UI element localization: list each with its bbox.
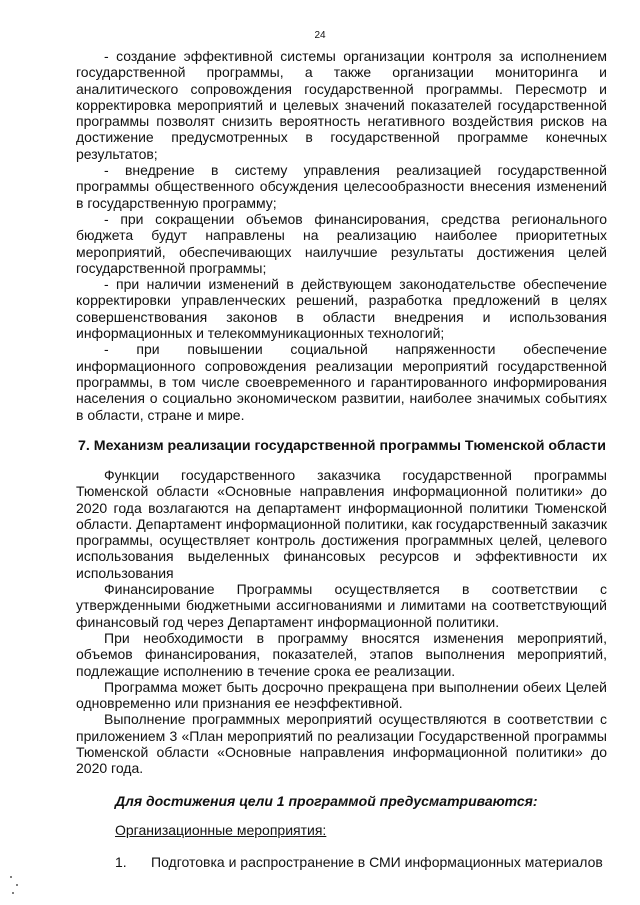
section-paragraph: Финансирование Программы осуществляется в соответствии с утвержденными бюджетными ассигнованиями и лимитами на соответствующий финансовый год через Департамент информационной политики. bbox=[76, 581, 607, 630]
list-paragraph: - внедрение в систему управления реализацией государственной программы общественного обсуждения целесообразности внесения изменений в государственную программу; bbox=[76, 162, 607, 211]
scan-specks bbox=[8, 874, 22, 898]
section-body bbox=[76, 467, 607, 777]
list-paragraph: - создание эффективной системы организации контроля за исполнением государственной программы, а также организации мониторинга и аналитического сопровождения государственной программы. Пересмотр и корректировка мероприятий и целевых значений показателей государственной программы позволят снизить вероятность негативного воздействия рисков на достижение предусмотренных в государственной программе конечных результатов; bbox=[76, 48, 607, 162]
goal-heading: Для достижения цели 1 программой предусматриваются: bbox=[115, 793, 538, 809]
section-heading: 7. Механизм реализации государственной программы Тюменской области bbox=[78, 438, 606, 454]
section-paragraph: Программа может быть досрочно прекращена при выполнении обеих Целей одновременно или признания ее неэффективной. bbox=[76, 678, 607, 712]
item-text: Подготовка и распространение в СМИ информационных материалов bbox=[151, 854, 603, 870]
section-paragraph: Функции государственного заказчика государственной программы Тюменской области «Основные направления информационной политики» до 2020 года возлагаются на департамент информационной политики Тюменской области. Департамент информационной политики, как государственный заказчик программы, осуществляет контроль достижения программных целей, целевого использования выделенных финансовых ресурсов и эффективности их использования bbox=[76, 467, 607, 581]
list-paragraph: - при наличии изменений в действующем законодательстве обеспечение корректировки управленческих решений, разработка предложений в целях совершенствования законов в области внедрения и использования информационных и телекоммуникационных технологий; bbox=[76, 276, 607, 342]
list-paragraph: - при сокращении объемов финансирования, средства регионального бюджета будут направлены на реализацию наиболее приоритетных мероприятий, обеспечивающих наилучшие результаты достижения целей государственной программы; bbox=[76, 210, 607, 276]
numbered-item bbox=[115, 854, 603, 870]
risk-measures-list bbox=[76, 48, 607, 423]
section-paragraph: Выполнение программных мероприятий осуществляются в соответствии с приложением 3 «План мероприятий по реализации Государственной программы Тюменской области «Основные направления информационной политики» до 2020 года. bbox=[76, 711, 607, 777]
item-number: 1. bbox=[115, 854, 127, 870]
org-measures-heading: Организационные мероприятия: bbox=[115, 822, 327, 838]
list-paragraph: - при повышении социальной напряженности обеспечение информационного сопровождения реализации мероприятий государственной программы, в том числе своевременного и гарантированного информирования населения о социально экономическом развитии, наиболее значимых событиях в области, стране и мире. bbox=[76, 341, 607, 423]
page-number: 24 bbox=[314, 30, 326, 41]
section-paragraph: При необходимости в программу вносятся изменения мероприятий, объемов финансирования, показателей, этапов выполнения мероприятий, подлежащие исполнению в течение срока ее реализации. bbox=[76, 629, 607, 679]
